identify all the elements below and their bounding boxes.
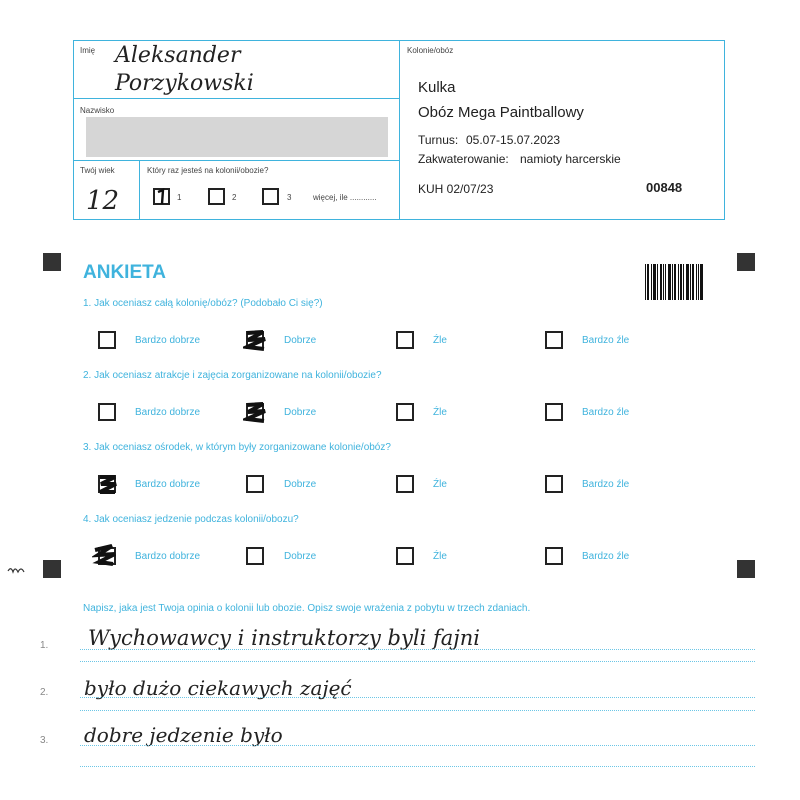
imie-label: Imię [80,46,96,55]
line-2-text[interactable]: było dużo ciekawych zajęć [84,676,352,700]
camp-company: Kulka [418,79,456,96]
zakwaterowanie-label: Zakwaterowanie: [418,152,509,166]
opinion-prompt: Napisz, jaka jest Twoja opinia o kolonii lub obozie. Opisz swoje wrażenia z pobytu w trzech zdaniach. [83,603,531,614]
q2-checkbox-bardzo-dobrze[interactable] [98,403,116,421]
question-4-text: 4. Jak oceniasz jedzenie podczas kolonii/obozu? [83,514,299,525]
line-2-rule [80,697,755,698]
line-1-rule [80,649,755,650]
registration-mark-top-right [737,253,755,271]
q4-checkbox-dobrze[interactable] [246,547,264,565]
ktory-raz-label: Który raz jesteś na kolonii/obozie? [147,166,269,175]
q1-label-bardzo-dobrze: Bardzo dobrze [135,335,201,346]
q2-label-dobrze: Dobrze [284,407,317,418]
q3-check-mark [95,471,121,497]
form-number: 00848 [646,180,683,195]
q3-checkbox-bardzo-zle[interactable] [545,475,563,493]
line-3-rule-b [80,766,755,767]
q4-checkbox-bardzo-zle[interactable] [545,547,563,565]
q3-label-dobrze: Dobrze [284,479,317,490]
wiek-label: Twój wiek [80,166,115,175]
nazwisko-label: Nazwisko [80,106,115,115]
line-3-text[interactable]: dobre jedzenie było [84,723,283,747]
ktory-raz-option-2: 2 [232,193,237,202]
q3-label-bardzo-dobrze: Bardzo dobrze [135,479,201,490]
turnus-label: Turnus: [418,133,459,147]
question-1-text: 1. Jak oceniasz całą kolonię/obóz? (Podobało Ci się?) [83,298,323,309]
survey-title: ANKIETA [83,262,167,283]
line-3-rule [80,745,755,746]
q1-checkbox-bardzo-dobrze[interactable] [98,331,116,349]
q3-label-bardzo-zle: Bardzo źle [582,479,630,490]
q1-check-mark [243,327,269,353]
line-1-text[interactable]: Wychowawcy i instruktorzy byli fajni [88,626,481,650]
q2-checkbox-bardzo-zle[interactable] [545,403,563,421]
q3-label-zle: Źle [433,479,447,490]
q2-check-mark [243,399,269,425]
line-1-rule-b [80,661,755,662]
redacted-surname [86,117,388,157]
q4-label-bardzo-dobrze: Bardzo dobrze [135,551,201,562]
header-divider-1 [73,98,400,99]
kolonie-label: Kolonie/obóz [407,46,454,55]
q1-label-dobrze: Dobrze [284,335,317,346]
registration-mark-bottom-right [737,560,755,578]
q2-label-bardzo-zle: Bardzo źle [582,407,630,418]
q1-label-zle: Źle [433,335,447,346]
header-divider-2 [73,160,400,161]
header-divider-vertical [399,40,400,220]
ktory-raz-option-1: 1 [177,193,182,202]
line-1-number: 1. [40,640,49,651]
q4-check-mark [92,542,120,568]
q3-checkbox-dobrze[interactable] [246,475,264,493]
q2-checkbox-zle[interactable] [396,403,414,421]
q4-label-bardzo-zle: Bardzo źle [582,551,630,562]
zakwaterowanie-value: namioty harcerskie [520,152,621,166]
q4-checkbox-zle[interactable] [396,547,414,565]
line-3-number: 3. [40,735,49,746]
margin-scribble [6,563,34,577]
question-2-text: 2. Jak oceniasz atrakcje i zajęcia zorganizowane na kolonii/obozie? [83,370,382,381]
turnus-value: 05.07-15.07.2023 [466,133,561,147]
q3-checkbox-zle[interactable] [396,475,414,493]
imie-value: Aleksander Porzykowski [115,43,254,96]
registration-mark-bottom-left [43,560,61,578]
ktory-raz-check-mark [151,186,173,208]
wiek-value: 12 [86,186,120,216]
q1-checkbox-zle[interactable] [396,331,414,349]
line-2-rule-b [80,710,755,711]
line-2-number: 2. [40,687,49,698]
ktory-raz-checkbox-3[interactable] [262,188,279,205]
question-3-text: 3. Jak oceniasz ośrodek, w którym były zorganizowane kolonie/obóz? [83,442,391,453]
q1-checkbox-bardzo-zle[interactable] [545,331,563,349]
header-divider-3 [139,160,140,220]
barcode [645,264,703,300]
wiecej-label: więcej, ile ............ [313,193,377,202]
q2-label-bardzo-dobrze: Bardzo dobrze [135,407,201,418]
q4-label-dobrze: Dobrze [284,551,317,562]
q4-label-zle: Źle [433,551,447,562]
ktory-raz-option-3: 3 [287,193,292,202]
form-code: KUH 02/07/23 [418,182,494,196]
camp-name: Obóz Mega Paintballowy [418,104,584,121]
ktory-raz-checkbox-2[interactable] [208,188,225,205]
registration-mark-top-left [43,253,61,271]
q1-label-bardzo-zle: Bardzo źle [582,335,630,346]
q2-label-zle: Źle [433,407,447,418]
